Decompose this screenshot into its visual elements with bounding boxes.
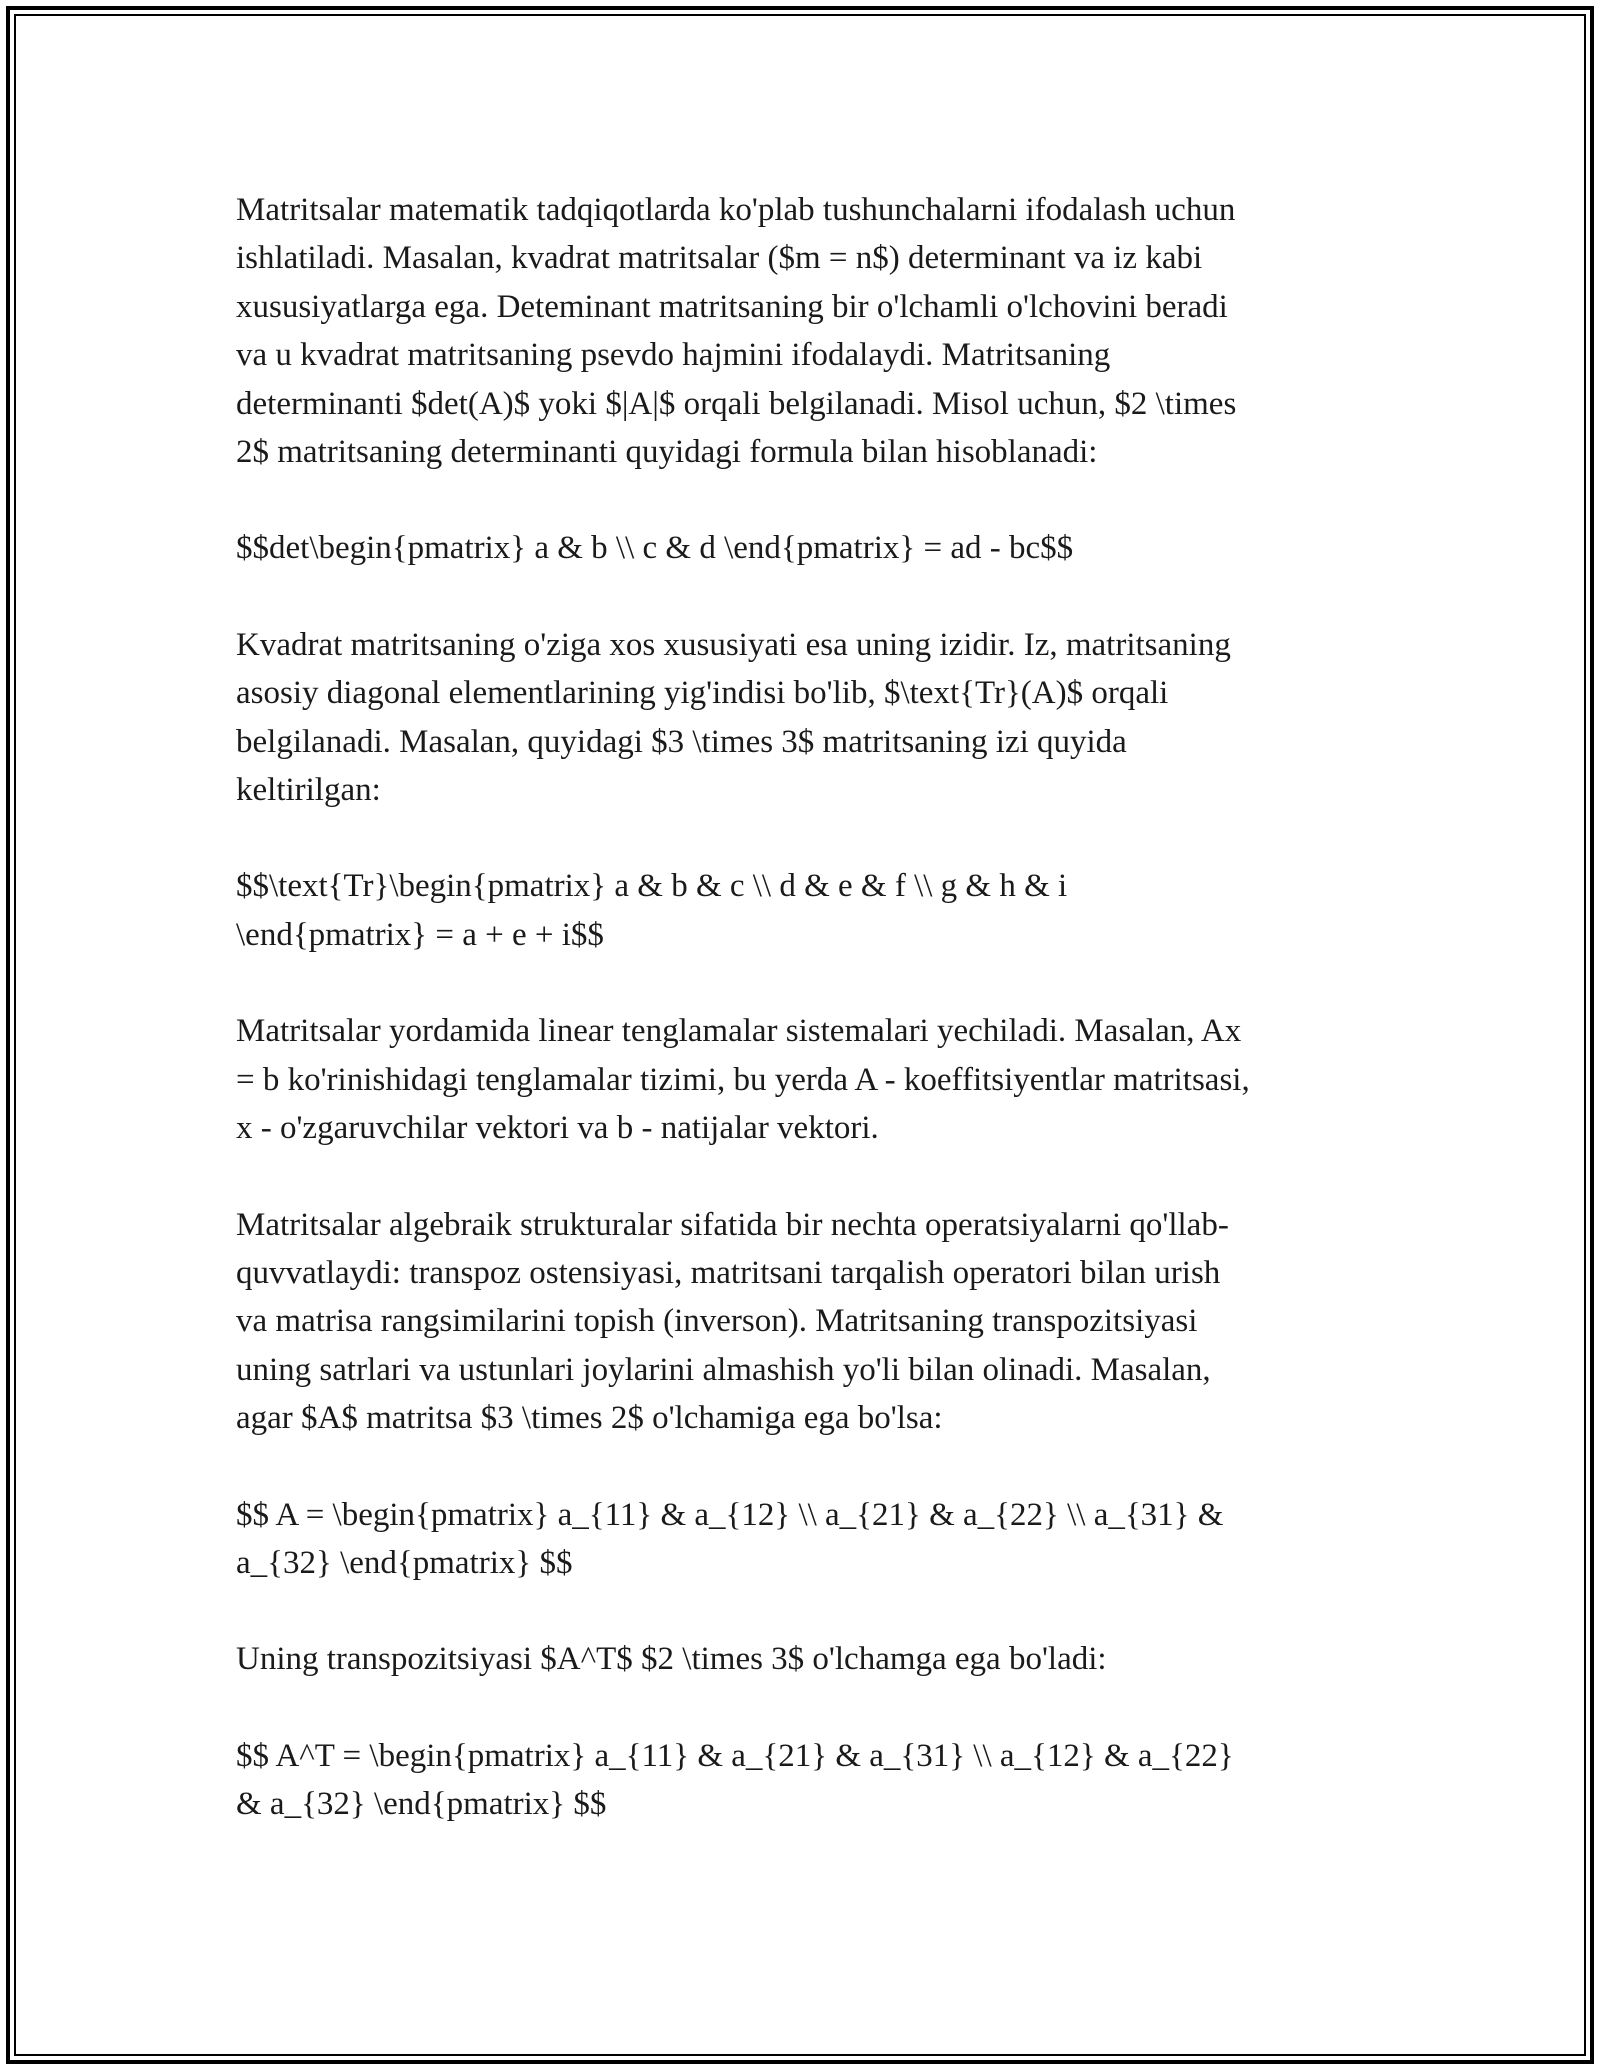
paragraph-linear-systems: Matritsalar yordamida linear tenglamalar sistemalari yechiladi. Masalan, Ax = b ko'rinishidagi tenglamalar tizimi, bu yerda A - koeffitsiyentlar matritsasi, x - o'zgaruvchilar vektori va b - natijalar vektori. — [236, 1013, 1250, 1147]
formula-trace: $$\text{Tr}\begin{pmatrix} a & b & c \\ d & e & f \\ g & h & i \end{pmatrix} = a + e + i$$ — [236, 868, 1068, 953]
formula-matrix-a: $$ A = \begin{pmatrix} a_{11} & a_{12} \\ a_{21} & a_{22} \\ a_{31} & a_{32} \end{pmatrix} $$ — [236, 1496, 1224, 1581]
paragraph-transpose-intro: Matritsalar algebraik strukturalar sifatida bir nechta operatsiyalarni qo'llab- quvvatlaydi: transpoz ostensiyasi, matritsani tarqalish operatori bilan urish va matrisa rangsimilarini topish (inverson). Matritsaning transpozitsiyasi uning satrlari va ustunlari joylarini almashish yo'li bilan olinadi. Masalan, agar $A$ matritsa $3 \times 2$ o'lchamiga ega bo'lsa: — [236, 1206, 1229, 1437]
formula-determinant: $$det\begin{pmatrix} a & b \\ c & d \end{pmatrix} = ad - bc$$ — [236, 530, 1074, 567]
paragraph-determinant-intro: Matritsalar matematik tadqiqotlarda ko'plab tushunchalarni ifodalash uchun ishlatiladi. Masalan, kvadrat matritsalar ($m = n$) determinant va iz kabi xususiyatlarga ega. Deteminant matritsaning bir o'lchamli o'lchovini beradi va u kvadrat matritsaning psevdo hajmini ifodalaydi. Matritsaning determinanti $det(A)$ yoki $|A|$ orqali belgilanadi. Misol uchun, $2 \times 2$ matritsaning determinanti quyidagi formula bilan hisoblanadi: — [236, 192, 1237, 471]
formula-matrix-a-transpose: $$ A^T = \begin{pmatrix} a_{11} & a_{21} & a_{31} \\ a_{12} & a_{22} & a_{32} \end{pmatrix} $$ — [236, 1737, 1234, 1823]
paragraph-transpose-dimension: Uning transpozitsiyasi $A^T$ $2 \times 3$ o'lchamga ega bo'ladi: — [236, 1641, 1107, 1678]
paragraph-trace-intro: Kvadrat matritsaning o'ziga xos xususiyati esa uning izidir. Iz, matritsaning asosiy diagonal elementlarining yig'indisi bo'lib, $\text{Tr}(A)$ orqali belgilanadi. Masalan, quyidagi $3 \times 3$ matritsaning izi quyida keltirilgan: — [236, 626, 1231, 809]
document-body — [236, 186, 1376, 1877]
